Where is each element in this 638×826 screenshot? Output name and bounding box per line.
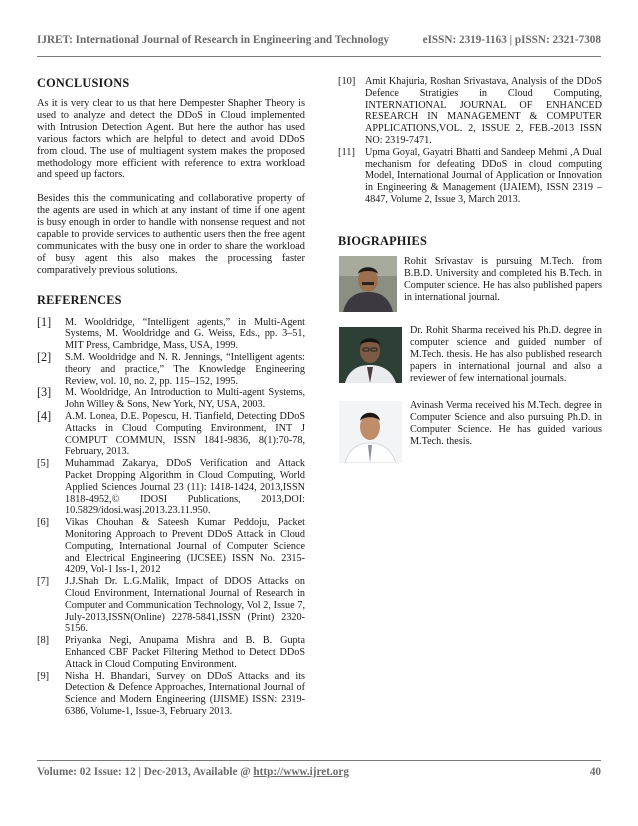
issn-info: eISSN: 2319-1163 | pISSN: 2321-7308 [422,34,601,46]
footer-volume-text: Volume: 02 Issue: 12 | Dec-2013, Available @ [37,766,254,778]
reference-item [37,411,305,458]
conclusions-paragraph-2: Besides this the communicating and collaborative property of the agents are used in which at any instant of time if one agent is busy enough in order to handle with nonsense request and not capable to provide services to authentic users then the free agent communicates with the busy one in order to share the workload of busy agent this also makes the processing faster comparatively previous solutions. [37,193,305,276]
references-list-left [37,314,305,718]
biography-rohit-sharma: Dr. Rohit Sharma received his Ph.D. degree in computer science and guided number of M.Tech. thesis. He has also published research papers in international journal and also a reviewer of few international journals. [410,325,602,384]
reference-text: Vikas Chouhan & Sateesh Kumar Peddoju, Packet Monitoring Approach to Prevent DDoS Attack in Cloud Computing, International Journal of Computer Science and Electrical Engineering (IJCSEE) ISSN No. 2315-4209, Vol-1 Iss-1, 2012 [65,517,305,576]
reference-item [37,576,305,635]
references-heading: REFERENCES [37,292,122,307]
right-column [338,76,602,206]
reference-text: Priyanka Negi, Anupama Mishra and B. B. Gupta Enhanced CBF Packet Filtering Method to Detect DDoS Attack in Cloud Computing Environment. [65,635,305,670]
reference-item [37,635,305,670]
reference-text: S.M. Wooldridge and N. R. Jennings, “Intelligent agents: theory and practice,” The Knowledge Engineering Review, vol. 10, no. 2, pp. 115–152, 1995. [65,352,305,387]
reference-item [37,314,305,352]
reference-number: [6] [37,517,50,529]
author-photo-rohit-sharma [339,327,402,383]
journal-link[interactable]: http://www.ijret.org [253,766,349,778]
header-divider [37,56,601,57]
references-list-right [338,76,602,206]
reference-number: [5] [37,458,50,470]
page-number: 40 [589,766,601,778]
left-column [37,76,305,718]
page-header [37,34,601,54]
reference-number: [11] [338,146,355,158]
reference-text: Upma Goyal, Gayatri Bhatti and Sandeep Mehmi ,A Dual mechanism for defeating DDoS in cloud computing Model, International Journal of Application or Innovation in Engineering & Management (IJAIEM), ISSN 2319 – 4847, Volume 2, Issue 3, March 2013. [365,146,602,205]
reference-item [338,147,602,206]
biography-rohit-srivastav: Rohit Srivastav is pursuing M.Tech. from B.B.D. University and completed his B.Tech. in Computer science. He has also published papers in international journal. [404,256,602,303]
reference-number: [1] [37,314,52,329]
reference-number: [9] [37,670,50,682]
author-photo-avinash-verma [339,401,402,463]
reference-item [37,352,305,387]
reference-item [37,517,305,576]
reference-text: M. Wooldridge, An Introduction to Multi-agent Systems, John Willey & Sons, New York, NY, USA, 2003. [65,387,305,411]
journal-title: IJRET: International Journal of Research in Engineering and Technology [37,34,390,46]
reference-item [37,387,305,411]
reference-text: Amit Khajuria, Roshan Srivastava, Analysis of the DDoS Defence Stratigies in Cloud Computing, INTERNATIONAL JOURNAL OF ENHANCED RESEARCH IN MANAGEMENT & COMPUTER APPLICATIONS,VOL. 2, ISSUE 2, FEB.-2013 ISSN NO: 2319-7471. [365,76,602,146]
conclusions-heading: CONCLUSIONS [37,76,130,90]
author-photo-rohit-srivastav [339,256,397,312]
reference-text: Muhammad Zakarya, DDoS Verification and Attack Packet Dropping Algorithm in Cloud Computing, World Applied Sciences Journal 23 (11): 1418-1424, 2013,ISSN 1818-4952,© IDOSI Publications, 2013,DOI: 10.5829/idosi.wasj.2013.23.11.950. [65,458,305,517]
reference-text: A.M. Lonea, D.E. Popescu, H. Tianfield, Detecting DDoS Attacks in Cloud Computing Environment, INT J COMPUT COMMUN, ISSN 1841-9836, 8(1):70-78, February, 2013. [65,411,305,458]
reference-number: [7] [37,576,50,588]
reference-text: Nisha H. Bhandari, Survey on DDoS Attacks and its Detection & Defence Approaches, International Journal of Science and Modern Engineering (IJISME) ISSN: 2319-6386, Volume-1, Issue-3, February 2013. [65,670,305,717]
conclusions-paragraph-1: As it is very clear to us that here Dempester Shapher Theory is used to analyze and detect the DDoS in Cloud implemented with Intrusion Detection Agent. But here the author has used various factors which are helpful to detect and avoid DDoS from cloud. The use of multiagent system makes the proposed methodology more efficient with reference to extra workload and speed up factors. [37,98,305,181]
reference-number: [8] [37,635,50,647]
reference-item [338,76,602,147]
footer-divider [37,760,601,761]
biographies-heading: BIOGRAPHIES [338,234,427,248]
reference-item [37,671,305,718]
biography-avinash-verma: Avinash Verma received his M.Tech. degree in Computer Science and also pursuing Ph.D. in Computer Science. He has guided various M.Tech. thesis. [410,400,602,447]
reference-number: [3] [37,385,52,400]
reference-number: [10] [338,76,356,87]
reference-item [37,458,305,517]
reference-text: J.J.Shah Dr. L.G.Malik, Impact of DDOS Attacks on Cloud Environment, International Journal of Research in Computer and Communication Technology, Vol 2, Issue 7, July-2013,ISSN(Online) 2278-5841,ISSN (Print) 2320-5156. [65,576,305,635]
reference-number: [4] [37,409,52,424]
reference-number: [2] [37,350,52,365]
footer-volume-info [37,766,349,778]
reference-text: M. Wooldridge, “Intelligent agents,” in Multi-Agent Systems, M. Wooldridge and G. Weiss, Eds., pp. 3–51, MIT Press, Cambridge, Mass, USA, 1999. [65,316,305,352]
